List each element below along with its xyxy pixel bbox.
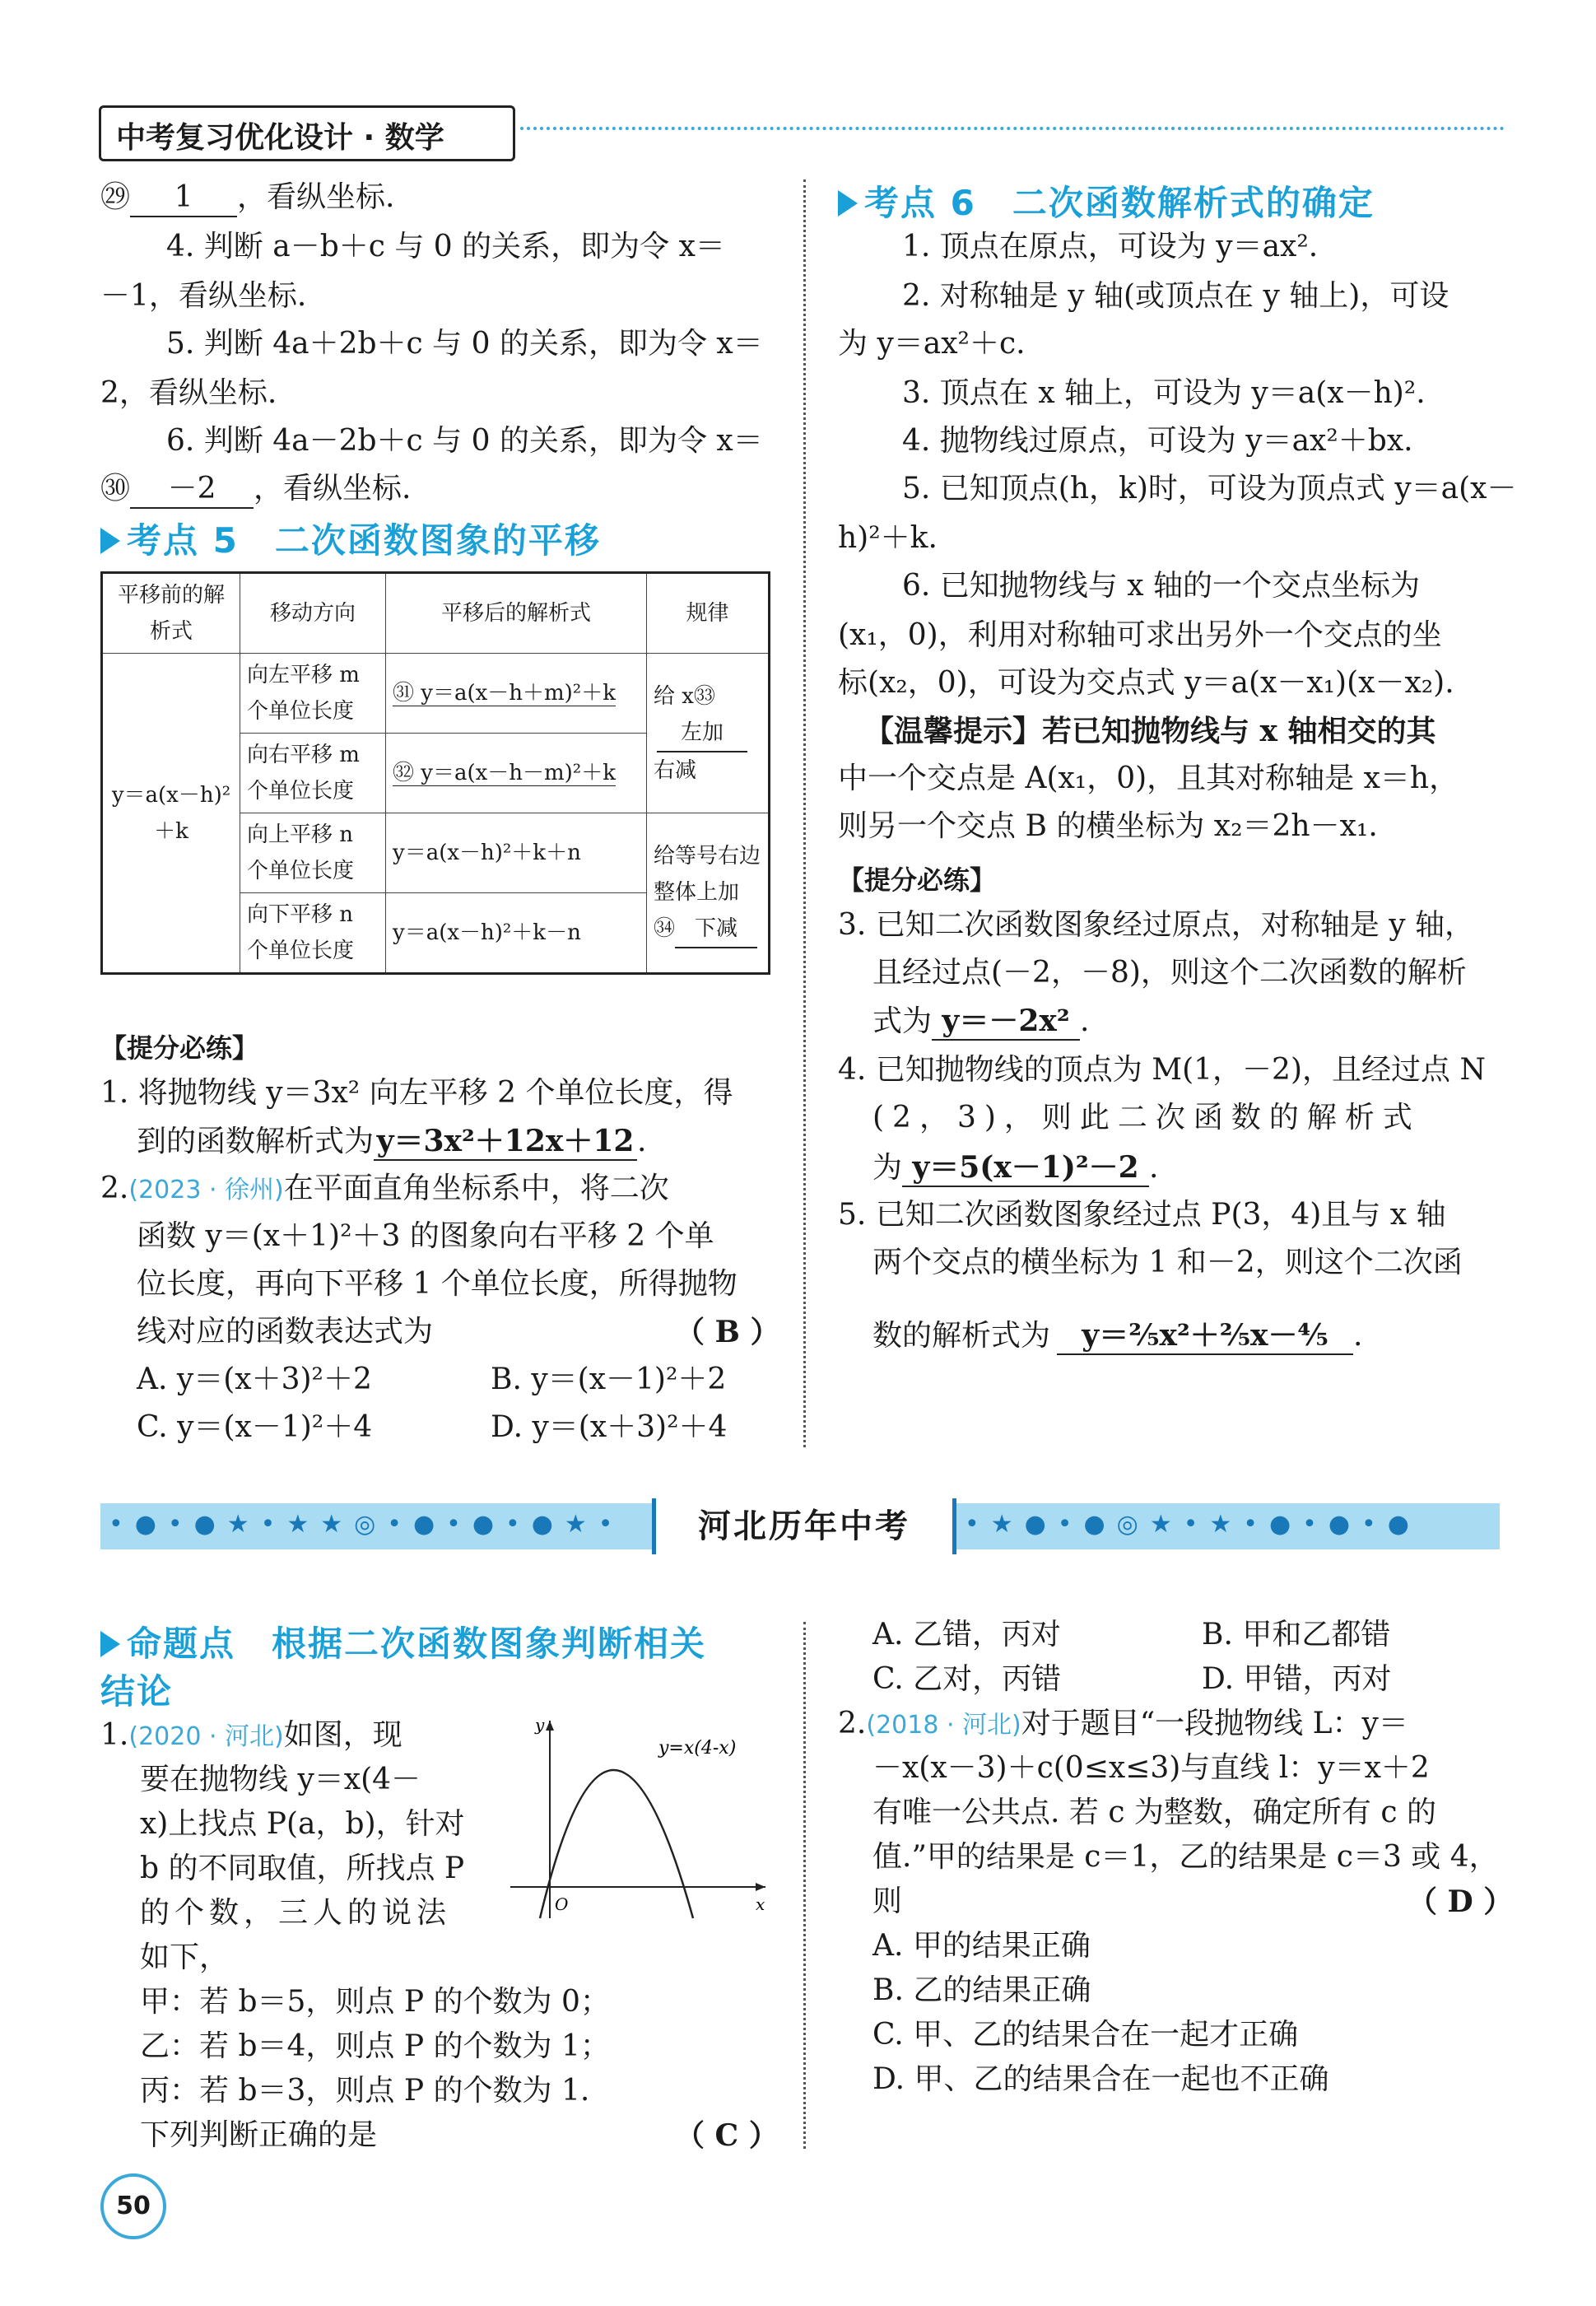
page-number: 50: [116, 2192, 151, 2220]
result-cell: y＝a(x－h)²＋k＋n: [386, 813, 647, 893]
sec6-item-2: 2. 对称轴是 y 轴(或顶点在 y 轴上)，可设: [902, 279, 1449, 313]
sec6-item-4: 4. 抛物线过原点，可设为 y＝ax²＋bx.: [902, 424, 1413, 458]
result-cell: ㉛ y＝a(x－h＋m)²＋k: [386, 654, 647, 734]
direction-cell: 向左平移 m 个单位长度: [240, 654, 386, 734]
pq1-option-d: D. 甲错，丙对: [1202, 1662, 1392, 1696]
table-header: 平移前的解析式: [102, 573, 240, 654]
hebei-banner: [100, 1503, 1500, 1549]
pq2-option-c: C. 甲、乙的结果合在一起才正确: [872, 2018, 1299, 2052]
q5-answer: y＝⅖x²＋⅖x－⅘: [1057, 1317, 1353, 1355]
q2-option-b: B. y＝(x－1)²＋2: [491, 1363, 727, 1396]
pq1-line-3: b 的不同取值，所找点 P: [140, 1852, 465, 1885]
result-cell: y＝a(x－h)²＋k－n: [386, 893, 647, 974]
translation-table: [100, 571, 770, 975]
q2-source: (2023 · 徐州): [128, 1176, 284, 1204]
tip-line-2: 中一个交点是 A(x₁，0)，且其对称轴是 x＝h，: [838, 762, 1459, 795]
pq1-option-b: B. 甲和乙都错: [1202, 1618, 1391, 1651]
q2-line-a: 2.(2023 · 徐州)在平面直角坐标系中，将二次: [100, 1172, 669, 1205]
pq2-option-a: A. 甲的结果正确: [872, 1929, 1091, 1963]
table-header-row: [102, 573, 770, 654]
rule-cell-2: 给等号右边整体上加 ㉞ 下减: [647, 813, 770, 974]
pq2-option-d: D. 甲、乙的结果合在一起也不正确: [872, 2062, 1329, 2096]
sec6-item-5: 5. 已知顶点(h，k)时，可设为顶点式 y＝a(x－: [902, 472, 1517, 505]
pq1-opinion-1: 甲：若 b＝5，则点 P 的个数为 0；: [140, 1985, 610, 2019]
pq1-opinion-3: 丙：若 b＝3，则点 P 的个数为 1.: [140, 2074, 590, 2108]
parabola-graph: [502, 1712, 774, 1926]
q5-line-b: 两个交点的横坐标为 1 和－2，则这个二次函: [872, 1246, 1463, 1279]
pq2-line-4: 则: [872, 1884, 903, 1918]
sec6-item-6c: 标(x₂，0)，可设为交点式 y＝a(x－x₁)(x－x₂).: [838, 666, 1454, 700]
sec6-item-3: 3. 顶点在 x 轴上，可设为 y＝a(x－h)².: [902, 376, 1426, 410]
q2-answer: （ B ）: [675, 1315, 780, 1349]
q1-line-a: 1. 将抛物线 y＝3x² 向左平移 2 个单位长度，得: [100, 1076, 733, 1110]
q2-line-d: 线对应的函数表达式为: [137, 1315, 434, 1349]
y-axis-arrow-icon: [546, 1721, 554, 1731]
q4-line-b: (2，3)，则此二次函数的解析式: [872, 1101, 1421, 1134]
q3-answer: y＝－2x²: [932, 1003, 1080, 1041]
practice-heading-1: 【提分必练】: [100, 1032, 259, 1064]
proposition-title-b: 结论: [100, 1671, 174, 1712]
section-5-title: 考点 5 二次函数图象的平移: [100, 514, 601, 563]
direction-cell: 向下平移 n 个单位长度: [240, 893, 386, 974]
q3-line-c: 式为 y＝－2x² .: [872, 1003, 1089, 1041]
q1-answer: y＝3x²＋12x＋12: [374, 1123, 637, 1161]
q4-line-c: 为 y＝5(x－1)²－2 .: [872, 1149, 1158, 1187]
pq1-source: (2020 · 河北): [128, 1722, 284, 1751]
rule-cell-1: 给 x㉝左加 右减: [647, 654, 770, 813]
tip-line-1: 【温馨提示】若已知抛物线与 x 轴相交的其: [864, 714, 1436, 748]
graph-x-label: x: [756, 1894, 765, 1914]
line-5b: 2，看纵坐标.: [100, 376, 277, 410]
line-6a: 6. 判断 4a－2b＋c 与 0 的关系，即为令 x＝: [166, 424, 763, 458]
blank-30: －2: [130, 471, 254, 509]
q3-line-a: 3. 已知二次函数图象经过原点，对称轴是 y 轴，: [838, 908, 1475, 942]
sec6-item-6: 6. 已知抛物线与 x 轴的一个交点坐标为: [902, 569, 1420, 603]
blank-29: 1: [130, 179, 237, 217]
pq1-option-c: C. 乙对，丙错: [872, 1662, 1062, 1696]
q2-line-c: 位长度，再向下平移 1 个单位长度，所得抛物: [137, 1267, 738, 1301]
pq1-line-1: 要在抛物线 y＝x(4－: [140, 1763, 421, 1796]
column-divider: [803, 179, 806, 1447]
practice-heading-2: 【提分必练】: [838, 864, 997, 896]
pq2-option-b: B. 乙的结果正确: [872, 1973, 1091, 2007]
q4-line-a: 4. 已知抛物线的顶点为 M(1，－2)，且经过点 N: [838, 1053, 1486, 1087]
pq2-source: (2018 · 河北): [866, 1711, 1021, 1740]
pq2-line-1: －x(x－3)＋c(0≤x≤3)与直线 l：y＝x＋2: [872, 1751, 1430, 1785]
page-number-circle: [100, 2173, 166, 2239]
graph-origin-label: O: [555, 1894, 569, 1914]
banner-dots-right: •★●•●◎★•★•●•●•●: [965, 1510, 1421, 1539]
x-axis-arrow-icon: [756, 1883, 765, 1891]
pq1-option-a: A. 乙错，丙对: [872, 1618, 1061, 1651]
proposition-title: 命题点 根据二次函数图象判断相关: [100, 1617, 706, 1666]
q2-line-b: 函数 y＝(x＋1)²＋3 的图象向右平移 2 个单: [137, 1219, 714, 1253]
pq1-last: 下列判断正确的是: [140, 2118, 378, 2152]
line-30: ㉚ －2 ，看纵坐标.: [100, 471, 411, 509]
triangle-marker-icon: [100, 1631, 120, 1657]
table-header: 移动方向: [240, 573, 386, 654]
graph-function-label: y=x(4-x): [658, 1738, 737, 1759]
direction-cell: 向上平移 n 个单位长度: [240, 813, 386, 893]
original-formula: y＝a(x－h)²＋k: [102, 654, 240, 974]
column-divider-bottom: [803, 1622, 806, 2149]
banner-dots-left: •●•●★•★★◎•●•●•●★•: [109, 1510, 625, 1539]
line-29: ㉙ 1 ，看纵坐标.: [100, 179, 394, 217]
section-6-title: 考点 6 二次函数解析式的确定: [838, 176, 1375, 226]
q2-option-c: C. y＝(x－1)²＋4: [137, 1410, 373, 1444]
pq2-answer: （ D ）: [1408, 1884, 1514, 1919]
pq2-line-0: 2.(2018 · 河北)对于题目“一段抛物线 L：y＝: [838, 1707, 1408, 1740]
pq1-opinion-2: 乙：若 b＝4，则点 P 的个数为 1；: [140, 2029, 610, 2063]
line-5a: 5. 判断 4a＋2b＋c 与 0 的关系，即为令 x＝: [166, 327, 763, 361]
tip-line-3: 则另一个交点 B 的横坐标为 x₂＝2h－x₁.: [838, 809, 1378, 843]
pq2-line-2: 有唯一公共点. 若 c 为整数，确定所有 c 的: [872, 1796, 1436, 1829]
sec6-item-6b: (x₁，0)，利用对称轴可求出另外一个交点的坐: [838, 618, 1442, 652]
triangle-marker-icon: [838, 190, 858, 217]
graph-y-label: y: [535, 1715, 545, 1735]
result-cell: ㉜ y＝a(x－h－m)²＋k: [386, 734, 647, 813]
sec6-item-2b: 为 y＝ax²＋c.: [838, 327, 1026, 361]
q5-line-a: 5. 已知二次函数图象经过点 P(3，4)且与 x 轴: [838, 1198, 1446, 1232]
q5-line-c: 数的解析式为 y＝⅖x²＋⅖x－⅘ .: [872, 1317, 1362, 1355]
direction-cell: 向右平移 m 个单位长度: [240, 734, 386, 813]
header-dotted-rule: [520, 127, 1505, 130]
pq1-line-4: 的个数，三人的说法: [140, 1896, 452, 1930]
pq2-line-3: 值.”甲的结果是 c＝1，乙的结果是 c＝3 或 4，: [872, 1840, 1499, 1874]
pq1-line-2: x)上找点 P(a，b)，针对: [140, 1807, 465, 1841]
table-header: 平移后的解析式: [386, 573, 647, 654]
sec6-item-1: 1. 顶点在原点，可设为 y＝ax².: [902, 230, 1319, 263]
sec6-item-5b: h)²＋k.: [838, 521, 938, 555]
q2-option-d: D. y＝(x＋3)²＋4: [491, 1410, 728, 1444]
q3-line-b: 且经过点(－2，－8)，则这个二次函数的解析: [872, 956, 1467, 990]
q2-option-a: A. y＝(x＋3)²＋2: [137, 1363, 372, 1396]
q4-answer: y＝5(x－1)²－2: [902, 1149, 1149, 1187]
header-title: 中考复习优化设计 · 数学: [116, 121, 444, 155]
header-box: [99, 105, 515, 161]
table-row: [102, 654, 770, 734]
q1-line-b: 到的函数解析式为y＝3x²＋12x＋12.: [137, 1123, 646, 1161]
pq1-line-5: 如下，: [140, 1940, 230, 1974]
line-4b: －1，看纵坐标.: [100, 279, 307, 313]
banner-title: 河北历年中考: [698, 1507, 910, 1545]
pq1-answer: （ C ）: [675, 2118, 779, 2153]
pq1-line-0: 1.(2020 · 河北)如图，现: [100, 1718, 402, 1752]
banner-title-box: [652, 1498, 956, 1554]
line-4a: 4. 判断 a－b＋c 与 0 的关系，即为令 x＝: [166, 230, 725, 263]
table-header: 规律: [647, 573, 770, 654]
triangle-marker-icon: [100, 528, 120, 554]
